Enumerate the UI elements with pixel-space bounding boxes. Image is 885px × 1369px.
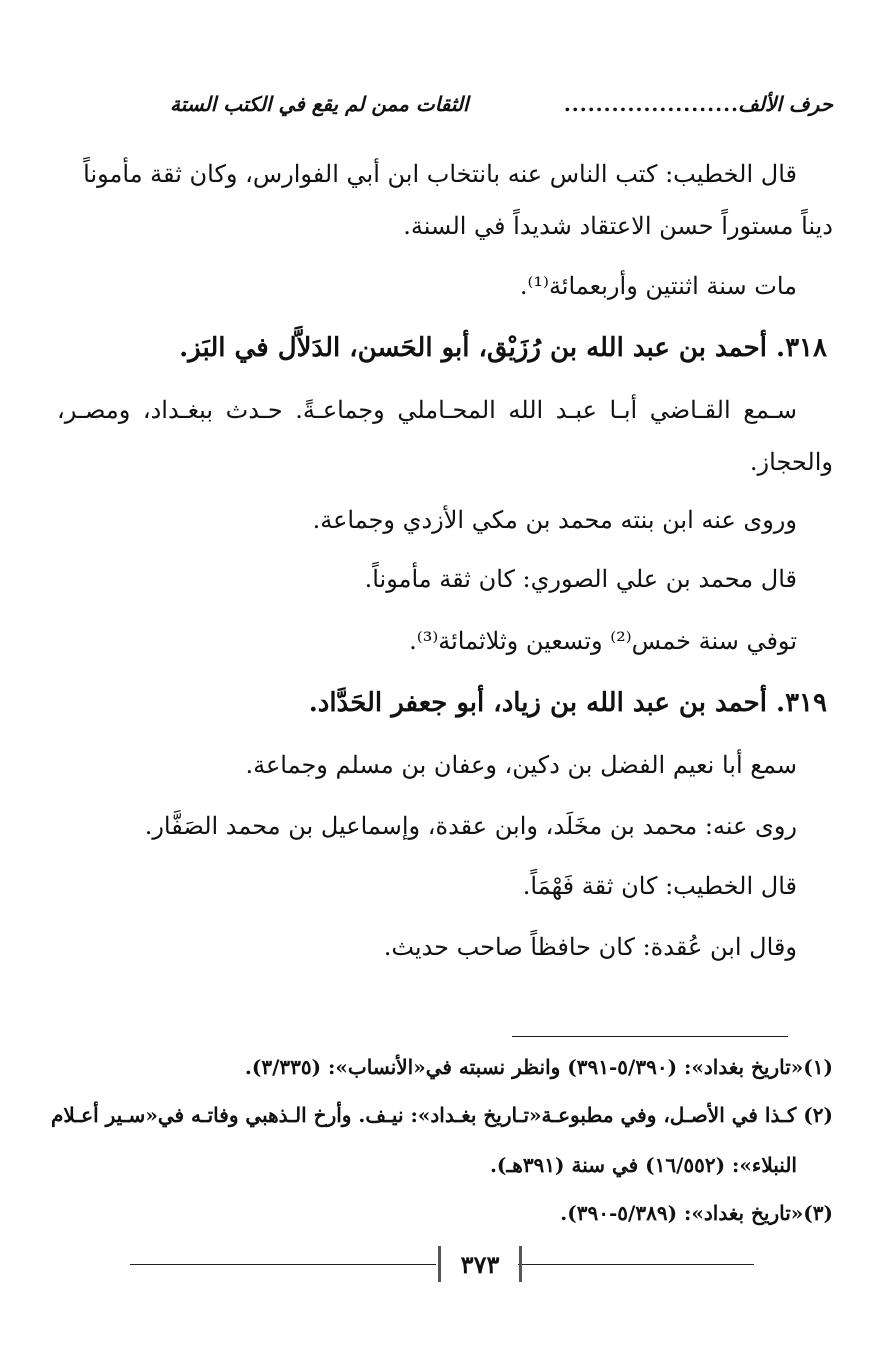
- paragraph-line: روى عنه: محمد بن مخَلَد، وابن عقدة، وإسماعيل بن محمد الصَفَّار.: [144, 812, 797, 840]
- page-number: ٣٧٣: [438, 1246, 522, 1282]
- running-header-section: حرف الألف: [738, 92, 833, 116]
- entry-heading-319: ٣١٩. أحمد بن عبد الله بن زياد، أبو جعفر الحَدَّاد.: [308, 688, 827, 718]
- paragraph-line: توفي سنة خمس⁽²⁾ وتسعين وثلاثمائة⁽³⁾.: [409, 627, 797, 655]
- folio-rule-right: [518, 1264, 754, 1265]
- paragraph-line: سـمع القـاضي أبـا عبـد الله المحـاملي وجماعـةً. حـدث ببغـداد، ومصـر،: [57, 396, 797, 424]
- folio-rule-left: [130, 1264, 436, 1265]
- running-header-book-title: الثقات ممن لم يقع في الكتب الستة: [170, 92, 469, 116]
- paragraph-line: وروى عنه ابن بنته محمد بن مكي الأزدي وجماعة.: [312, 506, 797, 534]
- paragraph-line: مات سنة اثنتين وأربعمائة⁽¹⁾.: [519, 272, 797, 300]
- paragraph-line: قال محمد بن علي الصوري: كان ثقة مأموناً.: [364, 565, 797, 593]
- footnote-2: (٢) كـذا في الأصـل، وفي مطبوعـة«تـاريخ بغـداد»: نيـف. وأرخ الـذهبي وفاتـه في«سـير أعـلام: [51, 1103, 833, 1127]
- paragraph-line: قال الخطيب: كتب الناس عنه بانتخاب ابن أبي الفوارس، وكان ثقة مأموناً: [83, 160, 797, 188]
- paragraph-line: قال الخطيب: كان ثقة فَهْمَاً.: [522, 872, 797, 900]
- paragraph-line: وقال ابن عُقدة: كان حافظاً صاحب حديث.: [383, 933, 797, 961]
- footnote-separator: [512, 1036, 788, 1037]
- running-header-leader: ......................: [563, 92, 739, 116]
- entry-heading-318: ٣١٨. أحمد بن عبد الله بن رُزَيْق، أبو الحَسن، الدَلاَّل في البَز.: [179, 333, 827, 363]
- paragraph-line: ديناً مستوراً حسن الاعتقاد شديداً في السنة.: [403, 212, 833, 240]
- paragraph-line: سمع أبا نعيم الفضل بن دكين، وعفان بن مسلم وجماعة.: [245, 751, 797, 779]
- paragraph-line: والحجاز.: [749, 448, 833, 476]
- footnote-2-continued: النبلاء»: (١٦/٥٥٢) في سنة (٣٩١هـ).: [489, 1153, 797, 1177]
- footnote-3: (٣)«تاريخ بغداد»: (٥/٣٨٩-٣٩٠).: [560, 1201, 833, 1225]
- footnote-1: (١)«تاريخ بغداد»: (٥/٣٩٠-٣٩١) وانظر نسبته في«الأنساب»: (٣/٣٣٥).: [244, 1055, 833, 1079]
